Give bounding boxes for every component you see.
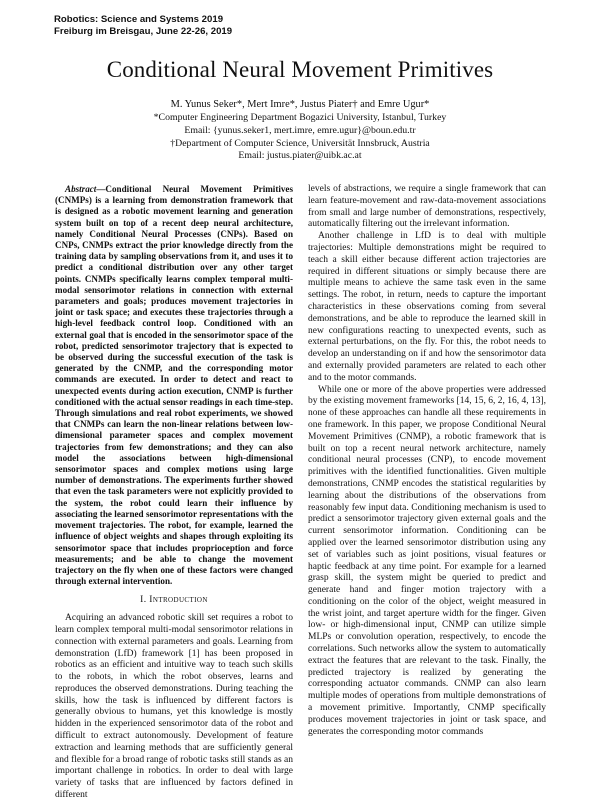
abstract-label: Abstract xyxy=(65,184,97,194)
email-1: Email: {yunus.seker1, mert.imre, emre.ugur}@boun.edu.tr xyxy=(184,124,416,136)
paper-title: Conditional Neural Movement Primitives xyxy=(106,57,494,82)
right-paragraph-3: While one or more of the above properties were addressed by the existing movement frameworks [14, 15, 6, 2, 16, 4, 13], none of these approaches can handle all these requirements in one framework. In this paper, we propose Conditional Neural Movement Primitives (CNMP), a robotic framework that is built on top a recent neural network architecture, namely conditional neural processes (CNP), to encode movement primitives with the identified functionalities. Given multiple demonstrations, CNMP encodes the statistical regularities by learning about the distributions of the observations from reasonably few input data. Conditioning mechanism is used to predict a sensorimotor trajectory given external goals and the current sensorimotor information. Conditioning can be applied over the learned sensorimotor distribution using any set of variables such as joint positions, visual features or haptic feedback at any time point. For example for a learned grasp skill, the system might be queried to predict and generate hand and finger motion trajectory with a conditioning on the color of the object, weight measured in the wrist joint, and target aperture width for the finger. Given low- or high-dimensional input, CNMP can utilize simple MLPs or convolution operation, respectively, to encode the correlations. Such networks allow the system to automatically extract the features that are relevant to the task. Finally, the predicted trajectory is realized by generating the corresponding actuator commands. CNMP can also learn multiple modes of operations from multiple demonstrations of a movement primitive. Importantly, CNMP specifically produces movement trajectories in joint or task space, and generates the corresponding motor commands xyxy=(308,384,546,737)
left-column xyxy=(55,184,293,802)
intro-paragraph-1: Acquiring an advanced robotic skill set requires a robot to learn complex temporal multi-modal sensorimotor relations in connection with external parameters and goals. Learning from demonstration (LfD) framework [1] has been proposed in robotics as an efficient and intuitive way to teach such skills to the robots, in which the robot observes, learns and reproduces the observed demonstrations. During teaching the skills, how the task is influenced by different factors is generally obvious to humans, yet this knowledge is mostly hidden in the experienced sensorimotor data of the robot and difficult to extract autonomously. Development of feature extraction and learning methods that are sufficiently general and flexible for a broad range of robotic tasks still stands as an important challenge in robotics. In order to deal with large variety of tasks that are influenced by factors defined in different xyxy=(55,613,293,801)
affiliation-2: †Department of Computer Science, Universität Innsbruck, Austria xyxy=(170,137,430,149)
right-paragraph-2: Another challenge in LfD is to deal with multiple trajectories: Multiple demonstrations might be required to teach a skill either because different action trajectories are required in different situations or simply because there are multiple means to achieve the same task even in the same settings. The robot, in return, needs to capture the important characteristics in these observations coming from several demonstrations, and be able to reproduce the learned skill in new configurations reacting to unexpected events, such as external perturbations, on the fly. For this, the robot needs to develop an understanding on if and how the sensorimotor data and externally provided parameters are related to each other and to the motor commands. xyxy=(308,231,546,383)
venue-line-1: Robotics: Science and Systems 2019 xyxy=(54,14,224,25)
right-column xyxy=(308,184,546,738)
section-heading-introduction xyxy=(55,595,293,607)
email-2: Email: justus.piater@uibk.ac.at xyxy=(238,150,362,162)
author-block xyxy=(0,98,600,163)
author-names: M. Yunus Seker*, Mert Imre*, Justus Piater† and Emre Ugur* xyxy=(170,99,430,110)
venue-line-2: Freiburg im Breisgau, June 22-26, 2019 xyxy=(54,26,233,37)
venue-header xyxy=(54,14,232,38)
abstract-text: —Conditional Neural Movement Primitives (CNMPs) is a learning from demonstration framework that is designed as a robotic movement learning and generation system built on top of a recent deep neural architecture, namely Conditional Neural Processes (CNPs). Based on CNPs, CNMPs extract the prior knowledge directly from the training data by sampling observations from it, and uses it to predict a conditional distribution over any other target points. CNMPs specifically learns complex temporal multi-modal sensorimotor relations in connection with external parameters and goals; produces movement trajectories in joint or task space; and executes these trajectories through a high-level feedback control loop. Conditioned with an external goal that is encoded in the sensorimotor space of the robot, predicted sensorimotor trajectory that is expected to be observed during the successful execution of the task is generated by the CNMP, and the corresponding motor commands are executed. In order to detect and react to unexpected events during action execution, CNMP is further conditioned with the actual sensor readings in each time-step. Through simulations and real robot experiments, we showed that CNMPs can learn the non-linear relations between low-dimensional parameter spaces and complex movement trajectories from few demonstrations; and they can also model the associations between high-dimensional sensorimotor spaces and complex motions using large number of demonstrations. The experiments further showed that even the task parameters were not explicitly provided to the system, the robot could learn their influence by associating the learned sensorimotor representations with the movement trajectories. The robot, for example, learned the influence of object weights and shapes through exploiting its sensorimotor space that includes proprioception and force measurements; and be able to change the movement trajectory on the fly when one of these factors were changed through external intervention. xyxy=(55,184,293,587)
abstract xyxy=(55,184,293,587)
section-numeral: I. xyxy=(140,595,147,606)
affiliation-1: *Computer Engineering Department Bogazici University, Istanbul, Turkey xyxy=(153,112,447,123)
right-paragraph-1: levels of abstractions, we require a single framework that can learn feature-movement and raw-data-movement associations from small and large number of demonstrations, respectively, automatically filtering out the irrelevant information. xyxy=(308,184,546,230)
section-title: Introduction xyxy=(149,595,208,606)
